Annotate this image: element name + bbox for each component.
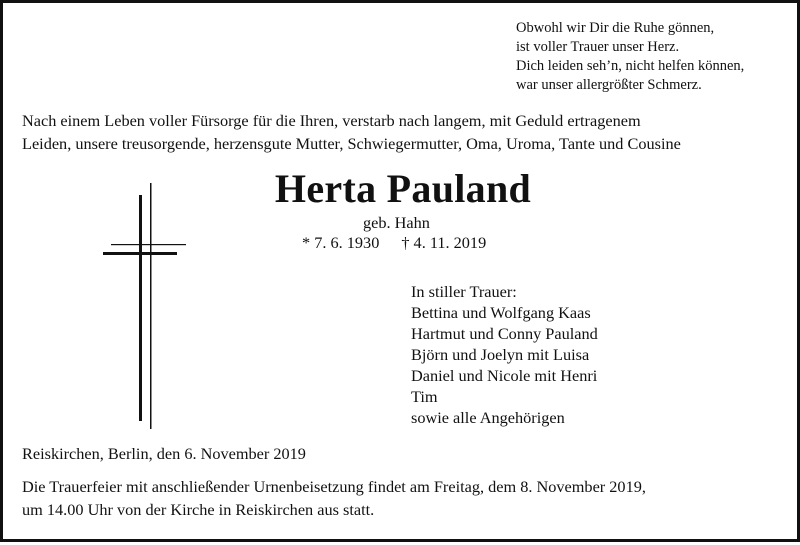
poem-line: Dich leiden seh’n, nicht helfen können, (516, 58, 745, 74)
death-date: † 4. 11. 2019 (401, 233, 487, 252)
poem-line: Obwohl wir Dir die Ruhe gönnen, (516, 20, 715, 36)
mourner-name: sowie alle Angehörigen (411, 408, 565, 427)
deceased-name: Herta Pauland (274, 166, 532, 211)
mourner-name: Björn und Joelyn mit Luisa (411, 345, 590, 364)
ceremony-line: Die Trauerfeier mit anschließender Urnenbeisetzung findet am Freitag, dem 8. November 2019, (22, 477, 646, 496)
birth-name: geb. Hahn (363, 213, 430, 232)
ceremony-info (22, 475, 646, 521)
intro-line: Leiden, unsere treusorgende, herzensgute Mutter, Schwiegermutter, Oma, Uroma, Tante und Cousine (22, 134, 681, 153)
mourner-name: Tim (411, 387, 438, 406)
poem-line: ist voller Trauer unser Herz. (516, 39, 680, 55)
intro-line: Nach einem Leben voller Fürsorge für die Ihren, verstarb nach langem, mit Geduld ertragenem (22, 111, 641, 130)
mourner-name: Daniel und Nicole mit Henri (411, 366, 598, 385)
place-and-date: Reiskirchen, Berlin, den 6. November 2019 (22, 444, 306, 463)
mourners-list (411, 281, 598, 428)
mourner-name: Hartmut und Conny Pauland (411, 324, 598, 343)
ceremony-line: um 14.00 Uhr von der Kirche in Reiskirchen aus statt. (22, 500, 375, 519)
mourners-heading: In stiller Trauer: (411, 282, 517, 301)
mourner-name: Bettina und Wolfgang Kaas (411, 303, 591, 322)
poem-line: war unser allergrößter Schmerz. (516, 77, 702, 93)
birth-date: * 7. 6. 1930 (302, 233, 380, 252)
